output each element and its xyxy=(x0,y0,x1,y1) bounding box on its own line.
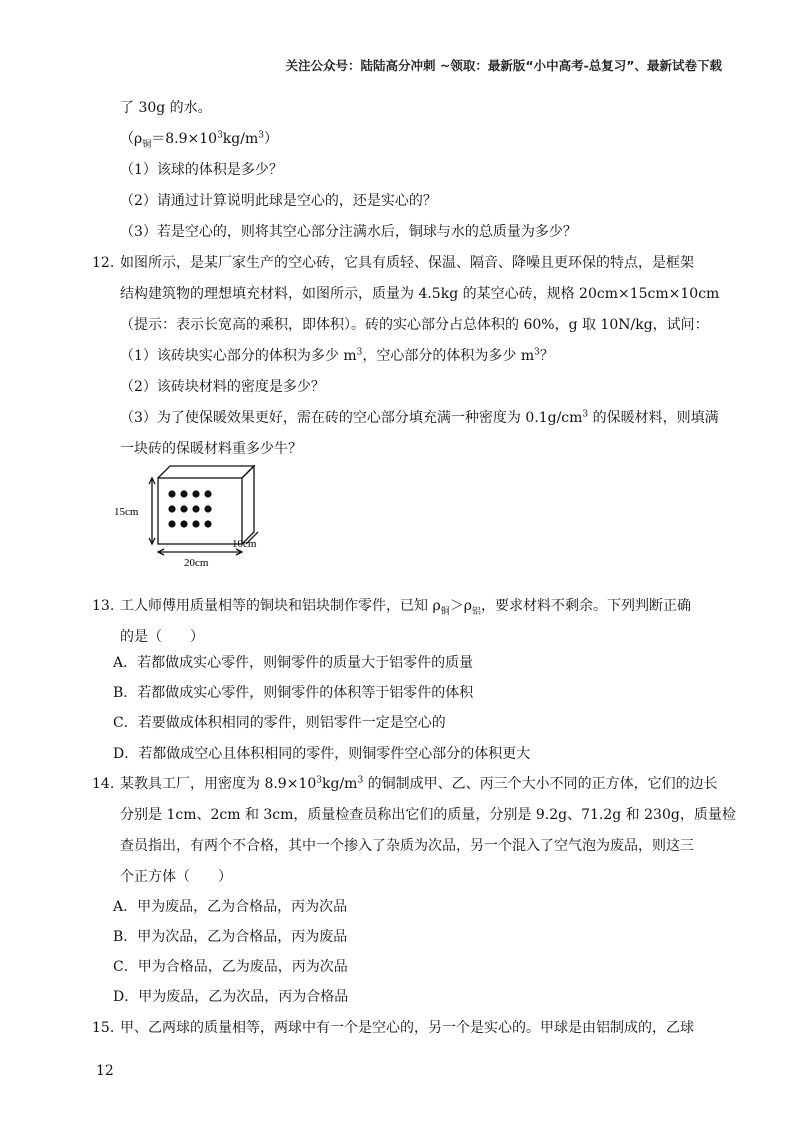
q11-density: $(\rho_铜=8.9\times 10^3kg/m^3)$ xyxy=(120,130,278,150)
q14-option-d: D．甲为废品，乙为次品，丙为合格品 xyxy=(113,989,349,1005)
q12-line-2: 结构建筑物的理想填充材料，如图所示，质量为 4.5kg 的某空心砖，规格 20cm×15cm×10cm xyxy=(120,286,720,302)
q14-line-1: 某教具工厂，用密度为 $8.9\times 10^3kg/m^3$ 的铜制成甲、乙、丙三个大小不同的正方体，它们的边长 xyxy=(120,775,718,792)
q14-option-c: C．甲为合格品，乙为废品，丙为次品 xyxy=(113,959,348,975)
q12-sub-2: （2）该砖块材料的密度是多少？ xyxy=(120,379,325,395)
hollow-brick-figure xyxy=(112,458,282,570)
q11-line-1: 了 30g 的水。 xyxy=(120,100,212,116)
q11-sub-1: （1）该球的体积是多少？ xyxy=(120,162,283,178)
q13-option-b: B．若都做成实心零件，则铜零件的体积等于铝零件的体积 xyxy=(113,685,474,701)
q14-line-2: 分别是 1cm、2cm 和 3cm，质量检查员称出它们的质量，分别是 9.2g、71.2g 和 230g，质量检 xyxy=(120,807,736,823)
q13-option-a: A．若都做成实心零件，则铜零件的质量大于铝零件的质量 xyxy=(113,655,474,671)
q15-number: 15. xyxy=(92,1020,115,1036)
q11-sub-2: （2）请通过计算说明此球是空心的，还是实心的？ xyxy=(120,193,437,209)
q13-line-1: 工人师傅用质量相等的铜块和铝块制作零件，已知 $\rho_铜>\rho_铝$，要求材料不剩余。下列判断正确 xyxy=(120,598,691,617)
q14-option-b: B．甲为次品，乙为合格品，丙为废品 xyxy=(113,929,348,945)
q14-line-3: 查员指出，有两个不合格，其中一个掺入了杂质为次品，另一个混入了空气泡为废品，则这三 xyxy=(120,838,694,854)
label-20cm: 20cm xyxy=(184,557,209,569)
brick-side-face xyxy=(242,466,254,544)
q12-line-3: （提示：表示长宽高的乘积，即体积）。砖的实心部分占总体积的 60%，g 取 10N/kg，试问： xyxy=(120,317,709,333)
q14-option-a: A．甲为废品，乙为合格品，丙为次品 xyxy=(113,899,348,915)
q12-line-1: 如图所示，是某厂家生产的空心砖，它具有质轻、保温、隔音、降噪且更环保的特点，是框架 xyxy=(120,255,694,271)
page-number: 12 xyxy=(96,1063,114,1079)
brick-top-face xyxy=(158,466,254,478)
page-header: 关注公众号：陆陆高分冲刺 ~领取：最新版“小中高考-总复习”、最新试卷下载 xyxy=(285,58,722,73)
q13-option-c: C．若要做成体积相同的零件，则铝零件一定是空心的 xyxy=(113,715,446,731)
q15-line-1: 甲、乙两球的质量相等，两球中有一个是空心的，另一个是实心的。甲球是由铝制成的，乙球 xyxy=(120,1020,694,1036)
q12-sub-3-line-2: 一块砖的保暖材料重多少牛？ xyxy=(120,441,302,457)
q13-option-d: D．若都做成空心且体积相同的零件，则铜零件空心部分的体积更大 xyxy=(113,746,531,762)
q12-sub-3: （3）为了使保暖效果更好，需在砖的空心部分填充满一种密度为 $0.1g/cm^3$ 的保暖材料，则填满 xyxy=(120,409,719,426)
brick-holes xyxy=(168,490,211,527)
q14-line-4: 个正方体（ ） xyxy=(120,869,232,885)
q12-sub-1: （1）该砖块实心部分的体积为多少 $m^3$，空心部分的体积为多少 $m^3$？ xyxy=(120,347,554,364)
q13-line-2: 的是（ ） xyxy=(120,629,204,645)
q12-number: 12. xyxy=(92,255,115,271)
label-10cm: 10cm xyxy=(232,538,257,550)
label-15cm: 15cm xyxy=(114,506,139,518)
q11-sub-3: （3）若是空心的，则将其空心部分注满水后，铜球与水的总质量为多少？ xyxy=(120,224,577,240)
q14-number: 14. xyxy=(92,776,115,792)
q13-number: 13. xyxy=(92,598,115,614)
